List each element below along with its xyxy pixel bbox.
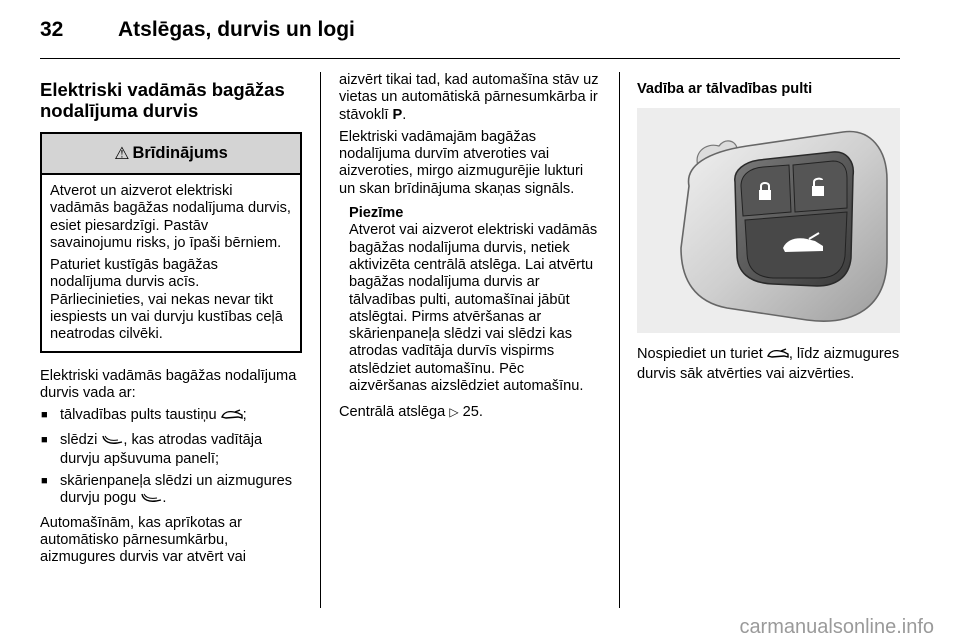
remote-key-illustration [637, 108, 900, 333]
tailgate-car-icon [221, 409, 243, 426]
tailgate-switch-icon [101, 434, 123, 451]
warning-body [42, 175, 300, 351]
column-divider-1 [320, 72, 321, 608]
warning-paragraph-2: Paturiet kustīgās bagāžas nodalījuma durvis acīs. Pārliecinieties, vai nekas nevar tikt iespiests un vai durvju kustības ceļā neatrodas cilvēki. [50, 257, 283, 343]
warning-triangle-icon: ⚠ [114, 143, 130, 163]
column-3 [637, 72, 900, 388]
warning-header [42, 134, 300, 175]
header-rule [40, 58, 900, 59]
section-title: Elektriski vadāmās bagāžas nodalījuma durvis [40, 79, 285, 121]
watermark: carmanualsonline.info [739, 616, 934, 638]
page-number: 32 [40, 18, 64, 41]
continuation-paragraph: aizvērt tikai tad, kad automašīna stāv uz vietas un automātiskā pārnesumkārba ir stāvoklī P. [339, 72, 599, 123]
tailgate-button-icon [140, 492, 162, 509]
list-item: ■ slēdzi , kas atrodas vadītāja durvju apšuvuma panelī; [40, 432, 302, 469]
page-reference-arrow-icon: ▷ [449, 405, 459, 420]
warning-box [40, 132, 302, 353]
tailgate-car-icon [767, 348, 789, 365]
remote-control-heading: Vadība ar tālvadības pulti [637, 81, 813, 97]
running-title: Atslēgas, durvis un logi [118, 18, 355, 41]
cross-reference[interactable]: Centrālā atslēga ▷ 25. [339, 404, 483, 421]
warning-paragraph-1: Atverot un aizverot elektriski vadāmās bagāžas nodalījuma durvis, esiet piesardzīgi. Pastāv savainojumu risks, jo īpaši bērniem. [50, 183, 291, 251]
control-list [40, 407, 302, 509]
intro-paragraph: Elektriski vadāmās bagāžas nodalījuma durvis vada ar: [40, 367, 297, 401]
list-item: ■ skārienpaneļa slēdzi un aizmugures durvju pogu . [40, 473, 302, 510]
note-title: Piezīme [349, 205, 404, 222]
list-item: ■ tālvadības pults taustiņu ; [40, 407, 302, 426]
note-text: Atverot vai aizverot elektriski vadāmās bagāžas nodalījuma durvis, netiek aktivizēta centrālā atslēga. Lai atvērtu bagāžas nodalījuma durvis ar tālvadības pulti, automašīnai jābūt atslēgtai. Pirms atvēršanas ar skārienpaneļa slēdzi vai slēdzi kas atrodas vadītāja durvīs vispirms atslēdziet automašīnu. Pēc aizvēršanas aizslēdziet automašīnu. [349, 222, 598, 395]
column-divider-2 [619, 72, 620, 608]
warning-title: Brīdinājums [132, 143, 228, 162]
column-2 [339, 72, 602, 427]
figure-caption: Nospiediet un turiet , līdz aizmugures durvis sāk atvērties vai aizvērties. [637, 346, 900, 382]
reference-page[interactable]: 25. [462, 404, 483, 421]
blink-paragraph: Elektriski vadāmajām bagāžas nodalījuma durvīm atveroties vai aizveroties, mirgo aizmugurējie lukturi un skan brīdinājuma skaņas signāls. [339, 128, 584, 197]
column-1 [40, 72, 302, 572]
note-block [349, 205, 602, 395]
page-header [40, 18, 900, 58]
automatic-transmission-paragraph: Automašīnām, kas aprīkotas ar automātisko pārnesumkārbu, aizmugures durvis var atvērt vai [40, 514, 247, 566]
